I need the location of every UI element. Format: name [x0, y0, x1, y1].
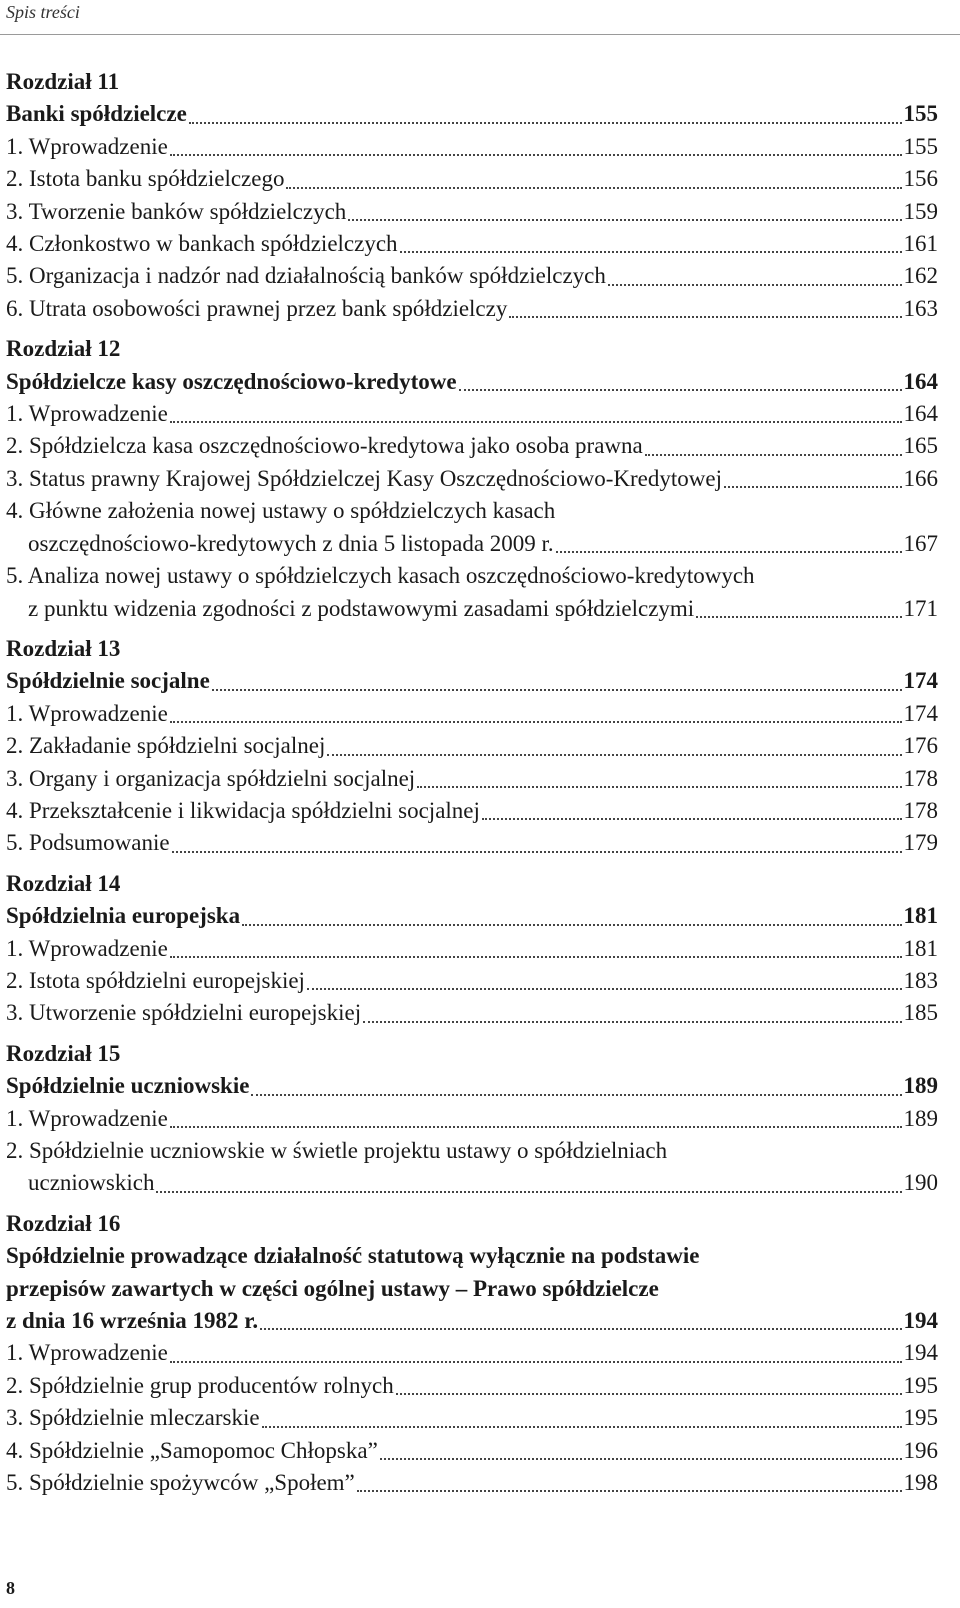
chapter-title: [6, 366, 938, 398]
page-number-ref: 167: [903, 530, 938, 556]
dot-leader: [696, 616, 901, 618]
chapter-section: [6, 1038, 938, 1200]
header-rule: [0, 34, 960, 35]
toc-entry-text: 1. Wprowadzenie: [6, 935, 168, 961]
toc-entry-text: 1. Wprowadzenie: [6, 401, 168, 427]
toc-entry: [6, 933, 938, 965]
page-number-ref: 164: [903, 401, 938, 427]
toc-entry: [6, 398, 938, 430]
dot-leader: [262, 1426, 902, 1428]
page-number-ref: 194: [903, 1340, 938, 1366]
dot-leader: [400, 251, 902, 253]
dot-leader: [348, 219, 901, 221]
toc-entry-row: [6, 593, 938, 625]
toc-entry-row: [6, 730, 938, 762]
page-number-ref: 198: [903, 1470, 938, 1496]
running-head: Spis treści: [6, 2, 80, 22]
toc-entry-text: 5. Spółdzielnie spożywców „Społem”: [6, 1470, 355, 1496]
page-number-ref: 165: [903, 433, 938, 459]
toc-entry-row: [6, 1337, 938, 1369]
dot-leader: [380, 1458, 902, 1460]
toc-entry: [6, 965, 938, 997]
toc-entry-row: [6, 398, 938, 430]
toc-entry-row: [6, 131, 938, 163]
toc-entry-row: [6, 763, 938, 795]
toc-entry-text: oszczędnościowo-kredytowych z dnia 5 listopada 2009 r.: [28, 530, 554, 556]
page-number-ref: 178: [903, 797, 938, 823]
toc-entry: [6, 827, 938, 859]
dot-leader: [170, 721, 902, 723]
dot-leader: [172, 851, 902, 853]
toc-entry: [6, 163, 938, 195]
toc-entry: [6, 293, 938, 325]
toc-entry-text: 5. Podsumowanie: [6, 830, 170, 856]
toc-entry-text: uczniowskich: [28, 1170, 155, 1196]
toc-entry-row: [6, 163, 938, 195]
page-number-ref: 179: [903, 830, 938, 856]
dot-leader: [357, 1490, 902, 1492]
page-number-ref: 161: [903, 231, 938, 257]
toc-entry-row: [6, 965, 938, 997]
table-of-contents: [6, 66, 938, 1499]
toc-entry-row: [6, 430, 938, 462]
page-number-ref: 189: [903, 1073, 938, 1099]
page-number-ref: 176: [903, 733, 938, 759]
toc-entry: [6, 430, 938, 462]
toc-entry-text: 4. Przekształcenie i likwidacja spółdzielni socjalnej: [6, 797, 480, 823]
toc-entry: [6, 698, 938, 730]
dot-leader: [212, 689, 902, 691]
page-number-ref: 155: [903, 101, 938, 127]
toc-entry: [6, 795, 938, 827]
dot-leader: [556, 551, 902, 553]
chapter-section: [6, 633, 938, 860]
toc-entry-row: [6, 1435, 938, 1467]
page-number-ref: 183: [903, 967, 938, 993]
dot-leader: [286, 187, 901, 189]
toc-entry: [6, 1337, 938, 1369]
chapter-title-text: Spółdzielnie socjalne: [6, 668, 210, 694]
chapter-label: Rozdział 16: [6, 1210, 121, 1236]
toc-entry: [6, 131, 938, 163]
page-number-ref: 194: [903, 1308, 938, 1334]
page-number-ref: 190: [903, 1170, 938, 1196]
dot-leader: [156, 1191, 901, 1193]
toc-entry-text: 2. Spółdzielcza kasa oszczędnościowo-kredytowa jako osoba prawna: [6, 433, 643, 459]
page-number-ref: 171: [903, 595, 938, 621]
dot-leader: [170, 421, 902, 423]
toc-entry: [6, 1135, 938, 1200]
chapter-label: Rozdział 11: [6, 69, 120, 94]
toc-entry-row: [6, 997, 938, 1029]
chapter-title-text: Spółdzielcze kasy oszczędnościowo-kredytowe: [6, 368, 457, 394]
toc-entry-row: [6, 1370, 938, 1402]
page-number-ref: 156: [903, 166, 938, 192]
page-number-ref: 174: [903, 668, 938, 694]
toc-entry: [6, 763, 938, 795]
chapter-title-line: Spółdzielnie prowadzące działalność statutową wyłącznie na podstawie: [6, 1243, 700, 1269]
toc-entry: [6, 1435, 938, 1467]
toc-entry: [6, 196, 938, 228]
chapter-title-text: Spółdzielnia europejska: [6, 903, 241, 929]
toc-entry-row: [6, 1467, 938, 1499]
dot-leader: [363, 1021, 901, 1023]
toc-entry-row: [6, 293, 938, 325]
toc-entry-text: z punktu widzenia zgodności z podstawowymi zasadami spółdzielczymi: [28, 595, 695, 621]
toc-entry-text: 1. Wprowadzenie: [6, 1105, 168, 1131]
page-number-ref: 189: [903, 1105, 938, 1131]
toc-entry-text: 3. Status prawny Krajowej Spółdzielczej Kasy Oszczędnościowo-Kredytowej: [6, 465, 722, 491]
chapter-title: [6, 98, 938, 130]
chapter-title: [6, 665, 938, 697]
toc-entry-row: [6, 698, 938, 730]
page-number: 8: [6, 1578, 15, 1598]
toc-entry-text: 6. Utrata osobowości prawnej przez bank spółdzielczy: [6, 295, 508, 321]
toc-entry-row: [6, 1167, 938, 1199]
toc-entry-text: 1. Wprowadzenie: [6, 700, 168, 726]
toc-entry-row: [6, 260, 938, 292]
chapter-title: [6, 1070, 938, 1102]
dot-leader: [327, 754, 901, 756]
dot-leader: [417, 786, 901, 788]
toc-entry: [6, 1103, 938, 1135]
page-number-ref: 178: [903, 765, 938, 791]
chapter-section: [6, 1208, 938, 1500]
dot-leader: [724, 486, 902, 488]
dot-leader: [645, 454, 902, 456]
dot-leader: [242, 924, 901, 926]
page-number-ref: 174: [903, 700, 938, 726]
chapter-section: [6, 333, 938, 625]
toc-entry-line: 4. Główne założenia nowej ustawy o spółdzielczych kasach: [6, 498, 556, 524]
toc-entry-row: [6, 1103, 938, 1135]
dot-leader: [307, 988, 902, 990]
dot-leader: [170, 154, 902, 156]
page-number-ref: 195: [903, 1372, 938, 1398]
chapter-title-text: Spółdzielnie uczniowskie: [6, 1073, 250, 1099]
toc-entry-text: 1. Wprowadzenie: [6, 133, 168, 159]
page-number-ref: 181: [903, 903, 938, 929]
chapter-section: [6, 66, 938, 325]
page-number-ref: 162: [903, 263, 938, 289]
chapter-title-text: z dnia 16 września 1982 r.: [6, 1308, 259, 1334]
chapter-label: Rozdział 15: [6, 1040, 121, 1066]
dot-leader: [170, 1126, 902, 1128]
chapter-title: [6, 1305, 938, 1337]
toc-entry: [6, 730, 938, 762]
toc-entry-line: 2. Spółdzielnie uczniowskie w świetle projektu ustawy o spółdzielniach: [6, 1138, 668, 1163]
dot-leader: [509, 316, 901, 318]
chapter-title-text: Banki spółdzielcze: [6, 101, 187, 127]
toc-entry-row: [6, 528, 938, 560]
toc-entry-row: [6, 827, 938, 859]
dot-leader: [170, 956, 902, 958]
chapter-section: [6, 868, 938, 1030]
page-number-ref: 164: [903, 368, 938, 394]
dot-leader: [459, 389, 902, 391]
page-number-ref: 159: [903, 198, 938, 224]
toc-entry: [6, 463, 938, 495]
dot-leader: [608, 284, 902, 286]
dot-leader: [260, 1328, 901, 1330]
toc-entry-text: 2. Spółdzielnie grup producentów rolnych: [6, 1372, 394, 1398]
toc-entry-row: [6, 228, 938, 260]
dot-leader: [251, 1094, 901, 1096]
page-number-ref: 196: [903, 1437, 938, 1463]
toc-entry: [6, 997, 938, 1029]
dot-leader: [396, 1393, 902, 1395]
toc-entry-row: [6, 463, 938, 495]
toc-entry-text: 3. Utworzenie spółdzielni europejskiej: [6, 1000, 362, 1026]
dot-leader: [482, 818, 902, 820]
toc-entry-row: [6, 1402, 938, 1434]
dot-leader: [170, 1361, 902, 1363]
toc-entry: [6, 228, 938, 260]
toc-entry-text: 4. Spółdzielnie „Samopomoc Chłopska”: [6, 1437, 378, 1463]
toc-entry: [6, 495, 938, 560]
toc-entry: [6, 1467, 938, 1499]
page-number-ref: 195: [903, 1405, 938, 1431]
chapter-label: Rozdział 14: [6, 870, 121, 896]
toc-entry-text: 3. Tworzenie banków spółdzielczych: [6, 198, 347, 224]
toc-entry: [6, 260, 938, 292]
toc-entry-row: [6, 795, 938, 827]
chapter-label: Rozdział 13: [6, 635, 121, 661]
toc-entry-text: 3. Organy i organizacja spółdzielni socjalnej: [6, 765, 416, 791]
toc-entry: [6, 1402, 938, 1434]
toc-entry: [6, 560, 938, 625]
toc-entry-text: 2. Istota spółdzielni europejskiej: [6, 967, 305, 993]
toc-entry-row: [6, 933, 938, 965]
toc-entry-text: 5. Organizacja i nadzór nad działalnością banków spółdzielczych: [6, 263, 606, 289]
toc-entry-text: 1. Wprowadzenie: [6, 1340, 168, 1366]
toc-entry-text: 4. Członkostwo w bankach spółdzielczych: [6, 231, 398, 257]
page-number-ref: 166: [903, 465, 938, 491]
chapter-label: Rozdział 12: [6, 336, 121, 362]
toc-entry-text: 2. Zakładanie spółdzielni socjalnej: [6, 733, 326, 759]
chapter-title-line: przepisów zawartych w części ogólnej ustawy – Prawo spółdzielcze: [6, 1275, 659, 1301]
toc-entry-text: 2. Istota banku spółdzielczego: [6, 166, 285, 192]
page-number-ref: 185: [903, 1000, 938, 1026]
dot-leader: [189, 122, 902, 124]
toc-entry-line: 5. Analiza nowej ustawy o spółdzielczych kasach oszczędnościowo-kredytowych: [6, 563, 755, 589]
page-number-ref: 163: [903, 295, 938, 321]
page-number-ref: 155: [903, 133, 938, 159]
toc-entry-text: 3. Spółdzielnie mleczarskie: [6, 1405, 260, 1431]
toc-entry: [6, 1370, 938, 1402]
page-number-ref: 181: [903, 935, 938, 961]
toc-entry-row: [6, 196, 938, 228]
chapter-title: [6, 900, 938, 932]
